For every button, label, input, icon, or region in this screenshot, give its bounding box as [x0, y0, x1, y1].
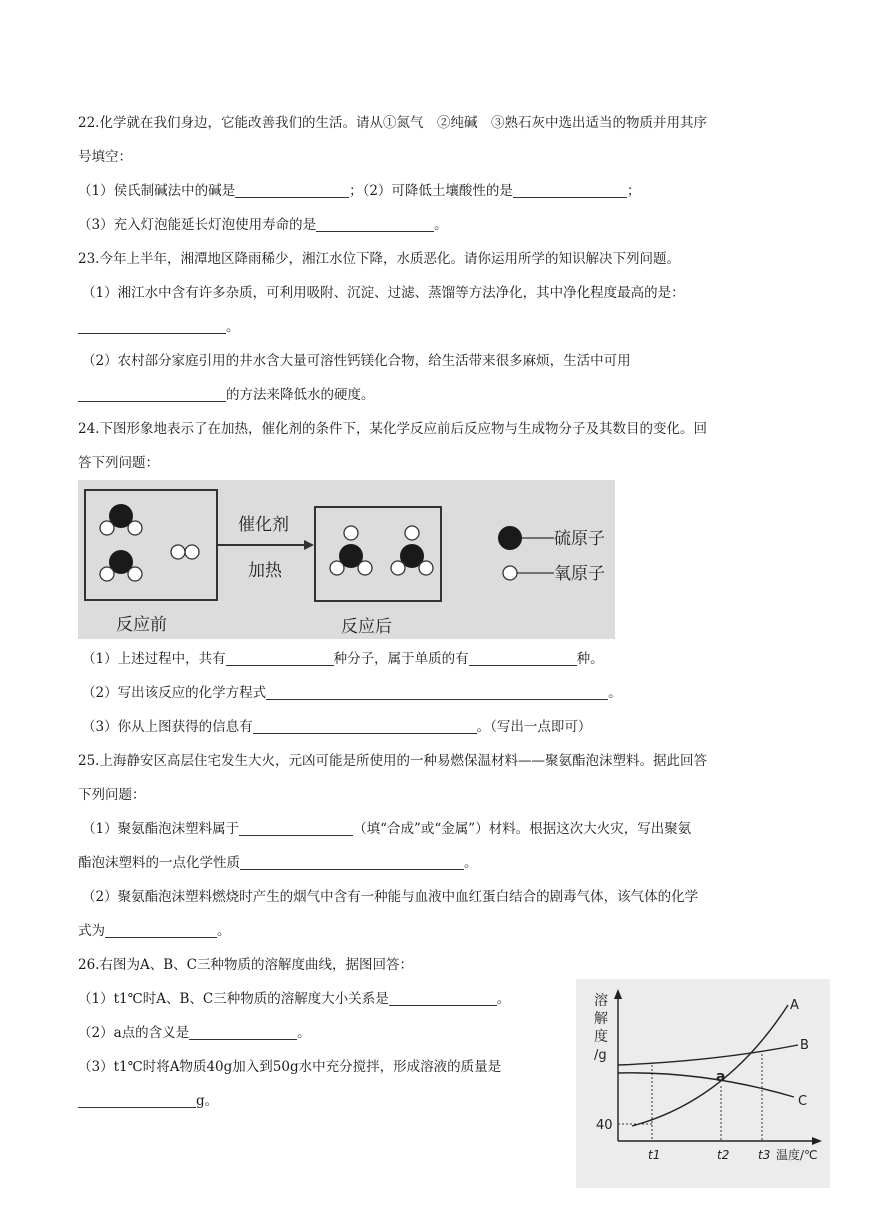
curve-b — [618, 1045, 798, 1065]
q25-p2-end: 。 — [217, 923, 231, 939]
q23-p1-end: 。 — [226, 319, 240, 335]
x-tick-t1: t1 — [648, 1148, 661, 1162]
y-tick-40: 40 — [596, 1118, 613, 1133]
curve-c-label: C — [798, 1094, 808, 1109]
q26-blank-3[interactable] — [78, 1093, 196, 1108]
q25-part-1-line2 — [78, 854, 478, 872]
q24-blank-4[interactable] — [253, 719, 477, 734]
q26-part-2 — [78, 1024, 311, 1042]
q22-part-1 — [78, 182, 640, 200]
q24-part-1 — [82, 650, 604, 668]
curve-b-label: B — [800, 1038, 809, 1053]
catalyst-label: 催化剂 — [238, 515, 289, 535]
q23-p2-text: （2）农村部分家庭引用的井水含大量可溶性钙镁化合物，给生活带来很多麻烦，生活中可用 — [82, 353, 631, 369]
q24-blank-3[interactable] — [266, 685, 608, 700]
q22-blank-3[interactable] — [316, 217, 434, 232]
q22-p3-text: （3）充入灯泡能延长灯泡使用寿命的是 — [78, 217, 317, 233]
q25-p1-end: 。 — [464, 855, 478, 871]
q25-stem-line2: 下列问题： — [78, 787, 146, 803]
q26-p3-end: g。 — [196, 1093, 219, 1109]
solubility-graph — [576, 979, 830, 1188]
q26-blank-2[interactable] — [189, 1025, 297, 1040]
q22-part-3 — [78, 216, 448, 234]
q24-p3-end: 。（写出一点即可） — [476, 719, 592, 735]
q24-p2-end: 。 — [608, 685, 622, 701]
curve-c — [618, 1073, 794, 1097]
q22-blank-1[interactable] — [235, 183, 349, 198]
x-axis-label: 温度/℃ — [776, 1148, 818, 1162]
q25-blank-2[interactable] — [240, 855, 464, 870]
q24-p1-mid: 种分子，属于单质的有 — [333, 651, 469, 667]
y-axis-arrow — [614, 989, 622, 999]
q26-p2-text: （2）a点的含义是 — [78, 1025, 190, 1041]
q24-p1-text: （1）上述过程中，共有 — [82, 651, 226, 667]
q26-p1-text: （1）t1℃时A、B、C三种物质的溶解度大小关系是 — [78, 991, 389, 1007]
q22-p2-text: ；（2）可降低土壤酸性的是 — [349, 183, 513, 199]
q23-p1-text: （1）湘江水中含有许多杂质，可利用吸附、沉淀、过滤、蒸馏等方法净化，其中净化程度最高的是： — [82, 285, 685, 301]
legend-sulfur-label: 硫原子 — [554, 529, 605, 549]
q22-blank-2[interactable] — [513, 183, 627, 198]
q24-blank-1[interactable] — [226, 651, 334, 666]
heat-label: 加热 — [248, 561, 282, 581]
legend-oxygen-icon — [503, 566, 517, 580]
ylabel-char-3: 度 — [594, 1029, 608, 1045]
q23-blank-2[interactable] — [78, 387, 226, 402]
so2-molecule — [100, 550, 142, 581]
q26-part-3-answer — [78, 1092, 218, 1110]
q24-p1-end: 种。 — [576, 651, 604, 667]
q25-part-1 — [82, 820, 691, 838]
q25-stem-line1: 25.上海静安区高层住宅发生大火，元凶可能是所使用的一种易燃保温材料——聚氨酯泡沫塑料。据此回答 — [78, 753, 707, 769]
q24-p2-text: （2）写出该反应的化学方程式 — [82, 685, 267, 701]
q22-stem-line2: 号填空： — [78, 149, 132, 165]
q22-p1-text: （1）侯氏制碱法中的碱是 — [78, 183, 236, 199]
curve-a — [632, 1005, 788, 1126]
q25-p1-line2: 酯泡沫塑料的一点化学性质 — [78, 855, 240, 871]
q22-stem-line1: 22.化学就在我们身边，它能改善我们的生活。请从①氮气 ②纯碱 ③熟石灰中选出适当的物质并用其序 — [78, 115, 707, 131]
legend-sulfur-icon — [498, 526, 522, 550]
q23-stem: 23.今年上半年，湘潭地区降雨稀少，湘江水位下降，水质恶化。请你运用所学的知识解决下列问题。 — [78, 251, 680, 267]
q23-blank-1[interactable] — [78, 319, 226, 334]
point-a-label: a — [716, 1069, 726, 1085]
q25-blank-1[interactable] — [239, 821, 353, 836]
q26-p3-text: （3）t1℃时将A物质40g加入到50g水中充分搅拌，形成溶液的质量是 — [78, 1059, 502, 1075]
reaction-diagram-svg — [78, 480, 615, 639]
q24-stem-line2: 答下列问题： — [78, 455, 159, 471]
arrow-head — [304, 540, 314, 550]
q22-p3-end: 。 — [434, 217, 448, 233]
solubility-graph-svg — [576, 979, 830, 1188]
reaction-diagram — [78, 480, 615, 639]
x-axis-arrow — [812, 1137, 822, 1145]
q24-part-2 — [82, 684, 622, 702]
q22-p2-end: ； — [626, 183, 641, 199]
q23-p2-answer — [78, 386, 375, 404]
q25-blank-3[interactable] — [105, 923, 217, 938]
ylabel-char-2: 解 — [594, 1011, 608, 1027]
x-tick-t2: t2 — [717, 1148, 730, 1162]
o2-molecule — [171, 545, 199, 559]
q25-p1-mid: （填“合成”或“金属”）材料。根据这次大火灾，写出聚氨 — [353, 821, 692, 837]
q25-p1-text: （1）聚氨酯泡沫塑料属于 — [82, 821, 240, 837]
q24-stem-line1: 24.下图形象地表示了在加热，催化剂的条件下，某化学反应前后反应物与生成物分子及其数目的变化。回 — [78, 421, 707, 437]
q24-blank-2[interactable] — [469, 651, 577, 666]
q23-p1-answer — [78, 318, 240, 336]
q24-part-3 — [82, 718, 591, 736]
q26-p1-end: 。 — [496, 991, 511, 1007]
q23-p2-end: 的方法来降低水的硬度。 — [226, 387, 375, 403]
q26-stem: 26.右图为A、B、C三种物质的溶解度曲线，据图回答： — [78, 957, 413, 973]
so3-molecule — [391, 526, 433, 575]
so3-molecule — [330, 526, 372, 575]
ylabel-char-4: /g — [594, 1048, 607, 1063]
q24-p3-text: （3）你从上图获得的信息有 — [82, 719, 253, 735]
q26-part-1 — [78, 990, 510, 1008]
q25-part-2-line2 — [78, 922, 231, 940]
after-label: 反应后 — [341, 617, 392, 637]
before-box — [85, 490, 217, 600]
legend-oxygen-label: 氧原子 — [554, 564, 605, 584]
q26-blank-1[interactable] — [389, 991, 497, 1006]
q25-p2-line2: 式为 — [78, 923, 105, 939]
so2-molecule — [100, 504, 142, 535]
q25-p2-line1: （2）聚氨酯泡沫塑料燃烧时产生的烟气中含有一种能与血液中血红蛋白结合的剧毒气体，该气体的化学 — [82, 889, 699, 905]
ylabel-char-1: 溶 — [594, 993, 608, 1009]
q26-p2-end: 。 — [297, 1025, 311, 1041]
x-tick-t3: t3 — [758, 1148, 771, 1162]
before-label: 反应前 — [116, 615, 167, 635]
curve-a-label: A — [790, 998, 799, 1013]
